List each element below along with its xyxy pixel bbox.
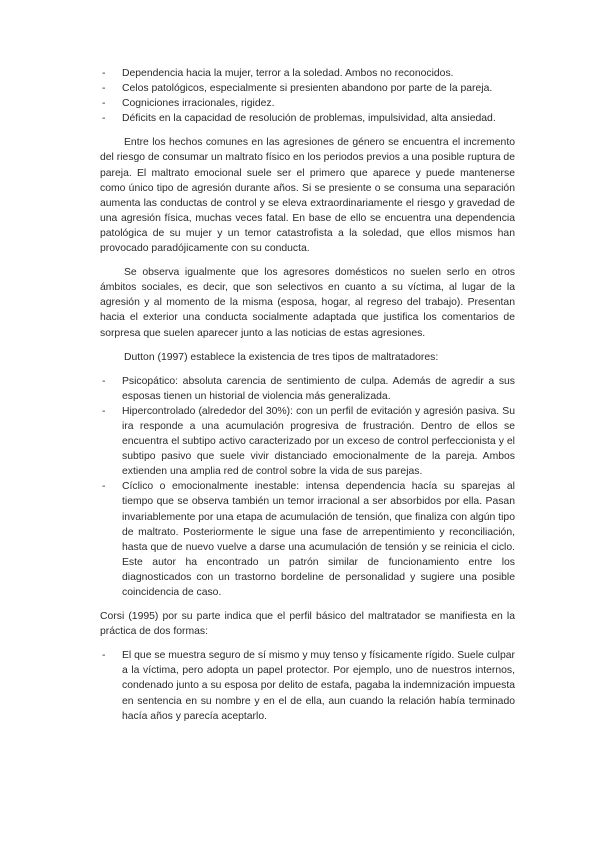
- document-page: [100, 66, 515, 724]
- dutton-types-list: [100, 374, 515, 600]
- corsi-forms-list: [100, 648, 515, 723]
- list-item: - Dependencia hacia la mujer, terror a la soledad. Ambos no reconocidos.: [100, 66, 515, 81]
- list-item: - Hipercontrolado (alrededor del 30%): con un perfil de evitación y agresión pasiva. Su ira responde a una acumulación progresiva de frustración. Dentro de ellos se encuentra el subtipo activo caracterizado por un exceso de control perfeccionista y el subtipo pasivo que suele vivir distanciado emocionalmente de la pareja. Ambos extienden una amplia red de control sobre la vida de sus parejas.: [100, 404, 515, 479]
- list-item: - Psicopático: absoluta carencia de sentimiento de culpa. Además de agredir a sus esposas tienen un historial de violencia más generalizada.: [100, 374, 515, 404]
- list-item: - Cogniciones irracionales, rigidez.: [100, 96, 515, 111]
- list-item: - Celos patológicos, especialmente si presienten abandono por parte de la pareja.: [100, 81, 515, 96]
- list-item: - Cíclico o emocionalmente inestable: intensa dependencia hacía su sparejas al tiempo que se observa también un temor irracional a ser absorbidos por ella. Pasan invariablemente por una etapa de acumulación de tensión, que finaliza con algún tipo de maltrato. Posteriormente le sigue una fase de arrepentimiento y reconciliación, hasta que de nuevo vuelve a darse una acumulación de tensión y se reinicia el ciclo. Este autor ha encontrado un patrón similar de funcionamiento entre los diagnosticados con un trastorno bordeline de personalidad y sugiere una posible coincidencia de caso.: [100, 479, 515, 600]
- risk-factors-list: [100, 66, 515, 126]
- paragraph-common-facts: Entre los hechos comunes en las agresiones de género se encuentra el incremento del riesgo de consumar un maltrato físico en los periodos previos a una posible ruptura de pareja. El maltrato emocional suele ser el primero que aparece y puede mantenerse como único tipo de agresión durante años. Si se presiente o se consuma una separación aumenta las conductas de control y se eleva extraordinariamente el riesgo y gravedad de una agresión física, muchas veces fatal. En base de ello se encuentra una dependencia patológica de su mujer y un temor catastrofista a la soledad, que ellos mismos han provocado paradójicamente con su conducta.: [100, 137, 515, 255]
- paragraph-corsi-intro: Corsi (1995) por su parte indica que el perfil básico del maltratador se manifiesta en la práctica de dos formas:: [100, 611, 515, 638]
- paragraph-dutton-intro: Dutton (1997) establece la existencia de tres tipos de maltratadores:: [124, 351, 439, 363]
- paragraph-selective-aggressors: Se observa igualmente que los agresores domésticos no suelen serlo en otros ámbitos sociales, es decir, que son selectivos en cuanto a su víctima, al lugar de la agresión y al momento de la misma (esposa, hogar, al regreso del trabajo). Presentan hacia el exterior una conducta socialmente adaptada que justifica los comentarios de sorpresa que suelen aparecer junto a las noticias de estas agresiones.: [100, 267, 515, 339]
- list-item: - Déficits en la capacidad de resolución de problemas, impulsividad, alta ansiedad.: [100, 111, 515, 126]
- list-item: - El que se muestra seguro de sí mismo y muy tenso y físicamente rígido. Suele culpar a la víctima, pero adopta un papel protector. Por ejemplo, uno de nuestros internos, condenado junto a su esposa por delito de estafa, pagaba la indemnización impuesta en sentencia en su nombre y en el de ella, aun cuando la relación había terminado hacía años y parecía aceptarlo.: [100, 648, 515, 723]
